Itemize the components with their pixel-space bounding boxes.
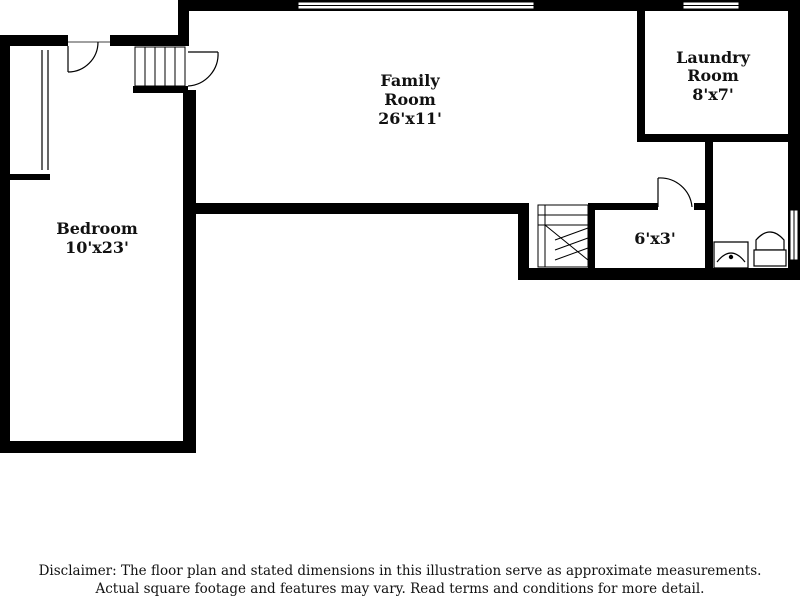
stairs-lower	[538, 205, 588, 267]
laundry-left-wall	[637, 0, 645, 140]
stair-top-wall	[133, 35, 188, 46]
disclaimer	[0, 562, 800, 598]
family-bottom-wall	[183, 203, 528, 214]
bedroom-bottom-wall	[0, 441, 196, 453]
bedroom-right-wall	[183, 90, 196, 453]
closet-dims: 6'x3'	[634, 229, 676, 248]
family-room-label: Family	[380, 71, 440, 90]
disclaimer-line-1: Disclaimer: The floor plan and stated dimensions in this illustration serve as approximate measurements.	[38, 563, 762, 579]
disclaimer-line-2: Actual square footage and features may vary. Read terms and conditions for more detail.	[95, 581, 705, 597]
bedroom-door-swing	[68, 42, 98, 72]
bedroom-label: Bedroom	[56, 219, 138, 238]
bedroom-left-wall	[0, 35, 10, 453]
bedroom-closet-wall	[10, 174, 50, 180]
laundry-bottom-wall	[637, 134, 800, 142]
family-room-dims: 26'x11'	[378, 109, 442, 128]
closet-door-swing	[658, 178, 692, 207]
bedroom-dims: 10'x23'	[65, 238, 129, 257]
bath-fixtures	[714, 232, 786, 268]
laundry-room-dims: 8'x7'	[692, 85, 734, 104]
laundry-room-label: Laundry	[676, 48, 750, 67]
bath-left-wall	[705, 136, 713, 280]
stair-bottom-wall	[133, 86, 188, 93]
stairs-upper	[135, 47, 185, 86]
lower-bottom-wall	[518, 268, 800, 280]
closet-top-wall	[588, 203, 658, 210]
closet-door-gap	[658, 203, 694, 210]
bedroom-door-gap	[68, 35, 110, 46]
landing-door-swing	[188, 52, 218, 86]
closet-left-wall	[588, 203, 595, 280]
laundry-room-label-2: Room	[687, 66, 739, 85]
toilet-icon	[756, 232, 784, 250]
family-room-label-2: Room	[384, 90, 436, 109]
